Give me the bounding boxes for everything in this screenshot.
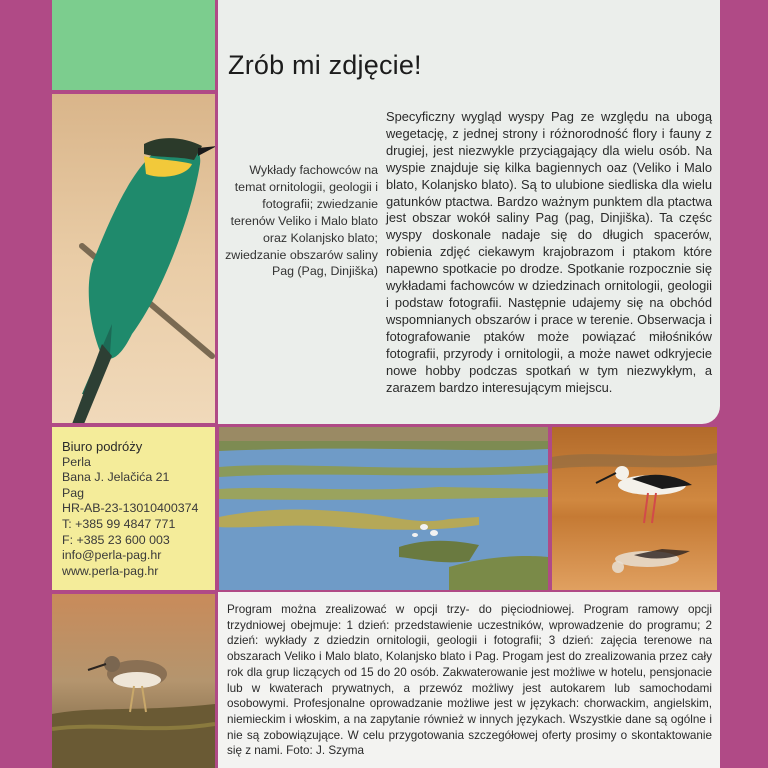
contact-email[interactable]: info@perla-pag.hr — [62, 548, 162, 563]
contact-title: Biuro podróży — [62, 439, 143, 454]
green-accent-block — [52, 0, 215, 90]
sandpiper-photo — [52, 594, 215, 768]
right-margin-band — [720, 0, 768, 768]
contact-box — [52, 427, 215, 590]
contact-city: Pag — [62, 485, 85, 500]
side-note: Wykłady fachowców na temat ornitologii, geologii i fotografii; zwiedzanie terenów Veliko i Malo blato oraz Kolanjsko blato; zwiedzanie obszarów saliny Pag (Pag, Dinjiška) — [225, 163, 378, 279]
contact-website[interactable]: www.perla-pag.hr — [62, 563, 159, 578]
contact-company: Perla — [62, 454, 91, 469]
contact-address: Bana J. Jelačića 21 — [62, 470, 170, 485]
page-title: Zrób mi zdjęcie! — [228, 50, 422, 80]
left-margin-band — [0, 0, 50, 768]
contact-fax: F: +385 23 600 003 — [62, 532, 170, 547]
bee-eater-photo — [52, 94, 215, 423]
wetland-photo — [219, 427, 548, 590]
stilt-bird-photo — [552, 427, 717, 590]
contact-phone[interactable]: T: +385 99 4847 771 — [62, 516, 176, 531]
article-body: Specyficzny wygląd wyspy Pag ze względu na ubogą wegetację, z jednej strony i różnorodność flory i fauny z drugiej, jest niezwykle przyciągający dla wielu osób. Na wyspie znajduje się kilka bagiennych oaz (Veliko i Malo blato, Kolanjsko blato). Są to ulubione siedliska dla wielu gatunków ptactwa. Bardzo ważnym punktem dla ptactwa jest obszar wokół saliny Pag (pag, Dinjiška). Ta częśc wyspy doskonale nadaje się do długich spacerów, robienia zdjęć ciekawym krajobrazom i ptakom które napewno spotkacie po drodze. Spotkanie rozpocznie się wykładami fachowców w dziedzinach ornitologii, geologii i podstaw fotografii. Następnie udajemy się na obchód wspomnianych obszarów i prace w terenie. Obserwacja i fotografowanie ptaków może powiązać miłośników fotografii, przyrody i ornitologii, a może nawet odkryjecie nowe hobby podczas spotkań w tym niezwykłym, a zarazem bardzo interesującym miejscu. — [386, 109, 712, 395]
program-description: Program można zrealizować w opcji trzy- do pięciodniowej. Program ramowy opcji trzydniowej obejmuje: 1 dzień: przedstawienie uczestników, wprowadzenie do programu; 2 dzień: wykłady z dziedzin ornitologii, geologii i fotografii; 3 dzień: zajęcia terenowe na obszarach Veliko i Malo blato, Kolanjsko blato i Pag. Progam jest do zrealizowania przez cały rok dla grup liczących od 15 do 20 osób. Zakwaterowanie jest możliwe w hotelu, pensjonacie lub w kwaterach prywatnych, a przewóz możliwy jest autokarem lub samochodami osobowymi. Profesjonalne oprowadzanie możliwe jest w językach: chorwackim, angielskim, niemieckim i włoskim, a na zapytanie również w innych językach. Wszystkie dane są ogólne i nie są zobowiązujące. W celu przygotowania szczegółowej oferty prosimy o skontaktowanie się z nami. Foto: J. Szyma — [227, 603, 712, 758]
contact-license: HR-AB-23-13010400374 — [62, 501, 199, 516]
